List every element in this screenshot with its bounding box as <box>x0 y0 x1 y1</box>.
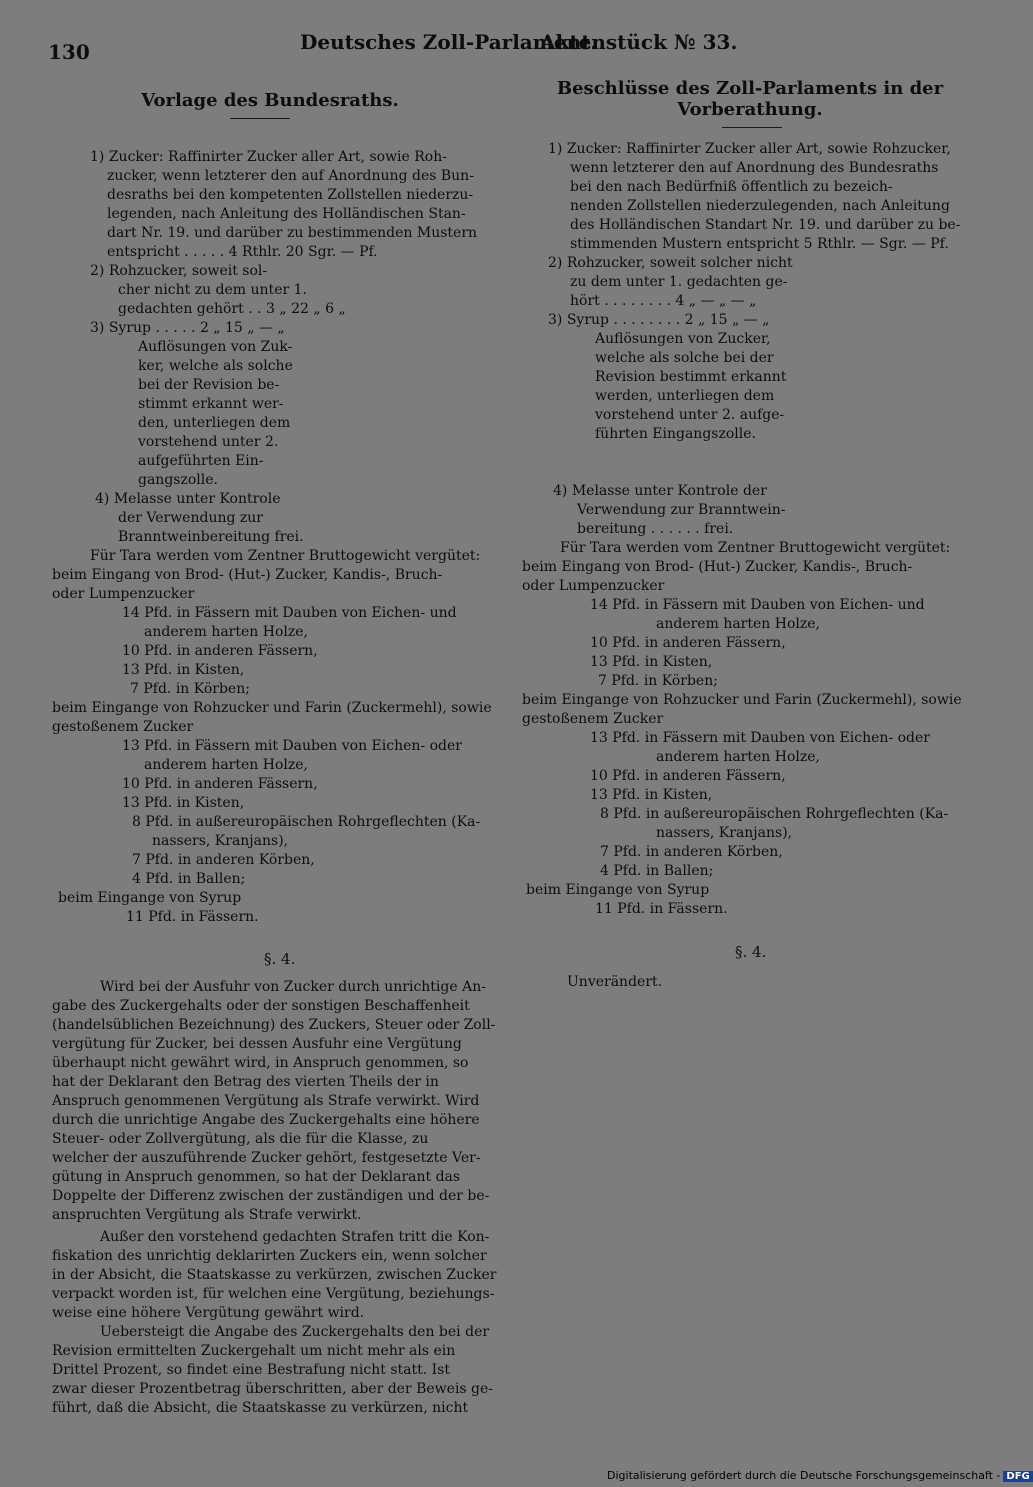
right-column-line: 13 Pfd. in Kisten, <box>590 654 713 670</box>
right-column-line: 11 Pfd. in Fässern. <box>595 901 728 917</box>
left-body-line: verpackt worden ist, für welchen eine Vergütung, beziehungs- <box>52 1286 495 1302</box>
left-column-line: bei der Revision be- <box>138 377 280 393</box>
right-column-line: anderem harten Holze, <box>656 749 820 765</box>
right-column-line: wenn letzterer den auf Anordnung des Bundesraths <box>570 160 939 176</box>
left-body-line: Steuer- oder Zollvergütung, als die für die Klasse, zu <box>52 1131 429 1147</box>
right-column-line: vorstehend unter 2. aufge- <box>595 407 785 423</box>
left-body-line: anspruchten Vergütung als Strafe verwirkt. <box>52 1207 362 1223</box>
left-body-line: (handelsüblichen Bezeichnung) des Zuckers, Steuer oder Zoll- <box>52 1017 496 1033</box>
left-column-line: den, unterliegen dem <box>138 415 291 431</box>
left-column-line: nassers, Kranjans), <box>152 833 289 849</box>
right-column-line: oder Lumpenzucker <box>522 578 665 594</box>
right-column-line: 13 Pfd. in Kisten, <box>590 787 713 803</box>
left-column-line: zucker, wenn letzterer den auf Anordnung des Bun- <box>107 168 474 184</box>
left-column-line: Auflösungen von Zuk- <box>138 339 293 355</box>
right-column-line: führten Eingangszolle. <box>595 426 756 442</box>
left-column-line: 10 Pfd. in anderen Fässern, <box>122 643 318 659</box>
left-column-line: vorstehend unter 2. <box>138 434 279 450</box>
right-column-line: 2) Rohzucker, soweit solcher nicht <box>548 255 793 271</box>
right-column-line: nenden Zollstellen niederzulegenden, nach Anleitung <box>570 198 950 214</box>
left-column-line: dart Nr. 19. und darüber zu bestimmenden Mustern <box>107 225 478 241</box>
right-column-line: hört . . . . . . . . 4 „ — „ — „ <box>570 293 757 309</box>
left-body-line: welcher der auszuführende Zucker gehört, festgesetzte Ver- <box>52 1150 481 1166</box>
left-column-line: 13 Pfd. in Fässern mit Dauben von Eichen- oder <box>122 738 462 754</box>
right-column-line: 7 Pfd. in Körben; <box>598 673 718 689</box>
left-body-line: gabe des Zuckergehalts oder der sonstigen Beschaffenheit <box>52 998 470 1014</box>
right-column-line: 3) Syrup . . . . . . . . 2 „ 15 „ — „ <box>548 312 770 328</box>
left-body-line: Drittel Prozent, so findet eine Bestrafung nicht statt. Ist <box>52 1362 450 1378</box>
right-column-line: 4 Pfd. in Ballen; <box>600 863 714 879</box>
left-body-line: durch die unrichtige Angabe des Zuckergehalts eine höhere <box>52 1112 480 1128</box>
left-body-line: Außer den vorstehend gedachten Strafen tritt die Kon- <box>100 1229 490 1245</box>
left-column-line: entspricht . . . . . 4 Rthlr. 20 Sgr. — Pf. <box>107 244 378 260</box>
left-column-line: ker, welche als solche <box>138 358 293 374</box>
left-column-line: cher nicht zu dem unter 1. <box>118 282 307 298</box>
left-column-line: gangszolle. <box>138 472 218 488</box>
left-column-line: 11 Pfd. in Fässern. <box>126 909 259 925</box>
right-column-line: zu dem unter 1. gedachten ge- <box>570 274 788 290</box>
right-column-line: beim Eingang von Brod- (Hut-) Zucker, Kandis-, Bruch- <box>522 559 913 575</box>
left-column-line: anderem harten Holze, <box>144 624 308 640</box>
right-column-line: 8 Pfd. in außereuropäischen Rohrgeflechten (Ka- <box>600 806 949 822</box>
right-column-line: Für Tara werden vom Zentner Bruttogewicht vergütet: <box>560 540 951 556</box>
left-body-line: weise eine höhere Vergütung gewährt wird. <box>52 1305 365 1321</box>
left-body-line: gütung in Anspruch genommen, so hat der Deklarant das <box>52 1169 461 1185</box>
left-column-line: oder Lumpenzucker <box>52 586 195 602</box>
left-column-line: 4 Pfd. in Ballen; <box>132 871 246 887</box>
right-column-line: 7 Pfd. in anderen Körben, <box>600 844 783 860</box>
right-section-heading: §. 4. <box>735 943 767 961</box>
left-body-line: Doppelte der Differenz zwischen der zuständigen und der be- <box>52 1188 490 1204</box>
left-column-line: 4) Melasse unter Kontrole <box>95 491 281 507</box>
left-column-line: gedachten gehört . . 3 „ 22 „ 6 „ <box>118 301 346 317</box>
right-column-title-line2: Vorberathung. <box>677 99 823 120</box>
right-column-line: 10 Pfd. in anderen Fässern, <box>590 635 786 651</box>
left-column-line: Für Tara werden vom Zentner Bruttogewicht vergütet: <box>90 548 481 564</box>
left-column-line: 10 Pfd. in anderen Fässern, <box>122 776 318 792</box>
left-column-line: anderem harten Holze, <box>144 757 308 773</box>
left-body-line: Wird bei der Ausfuhr von Zucker durch unrichtige An- <box>100 979 486 995</box>
right-column-title-line1: Beschlüsse des Zoll-Parlaments in der <box>556 78 944 99</box>
left-body-line: Uebersteigt die Angabe des Zuckergehalts den bei der <box>100 1324 490 1340</box>
left-section-heading: §. 4. <box>264 950 296 968</box>
left-column-line: 8 Pfd. in außereuropäischen Rohrgeflechten (Ka- <box>132 814 481 830</box>
right-column-line: Verwendung zur Branntwein- <box>577 502 786 518</box>
left-column-line: 1) Zucker: Raffinirter Zucker aller Art, sowie Roh- <box>90 149 447 165</box>
left-column-line: 7 Pfd. in Körben; <box>130 681 250 697</box>
left-column-line: Branntweinbereitung frei. <box>118 529 304 545</box>
left-body-line: zwar dieser Prozentbetrag überschritten, aber der Beweis ge- <box>52 1381 494 1397</box>
left-body-line: Revision ermittelten Zuckergehalt um nicht mehr als ein <box>52 1343 456 1359</box>
left-column-line: stimmt erkannt wer- <box>138 396 284 412</box>
footer-credit <box>607 1469 1033 1482</box>
right-column-line: bei den nach Bedürfniß öffentlich zu bezeich- <box>570 179 893 195</box>
left-column-line: 13 Pfd. in Kisten, <box>122 662 245 678</box>
right-column-line: 13 Pfd. in Fässern mit Dauben von Eichen- oder <box>590 730 930 746</box>
right-column-line: Revision bestimmt erkannt <box>595 369 787 385</box>
dfg-logo: DFG <box>1003 1471 1032 1482</box>
running-title: Deutsches Zoll-Parlament. <box>300 30 598 54</box>
right-section-text: Unverändert. <box>567 974 663 990</box>
left-column-line: 14 Pfd. in Fässern mit Dauben von Eichen- und <box>122 605 457 621</box>
right-column-line: beim Eingange von Syrup <box>526 882 710 898</box>
left-column-line: aufgeführten Ein- <box>138 453 264 469</box>
right-column-line: gestoßenem Zucker <box>522 711 664 727</box>
left-column-title: Vorlage des Bundesraths. <box>141 90 399 111</box>
left-column-line: desraths bei den kompetenten Zollstellen niederzu- <box>107 187 474 203</box>
left-column-line: 7 Pfd. in anderen Körben, <box>132 852 315 868</box>
document-reference: Aktenstück № 33. <box>540 30 738 54</box>
right-column-line: 14 Pfd. in Fässern mit Dauben von Eichen- und <box>590 597 925 613</box>
left-column-line: 2) Rohzucker, soweit sol- <box>90 263 268 279</box>
right-column-line: beim Eingange von Rohzucker und Farin (Zuckermehl), sowie <box>522 692 962 708</box>
right-column-line: anderem harten Holze, <box>656 616 820 632</box>
left-column-line: beim Eingange von Rohzucker und Farin (Zuckermehl), sowie <box>52 700 492 716</box>
left-body-line: Anspruch genommenen Vergütung als Strafe verwirkt. Wird <box>52 1093 480 1109</box>
right-column-line: bereitung . . . . . . frei. <box>577 521 734 537</box>
left-column-line: der Verwendung zur <box>118 510 263 526</box>
left-column-line: beim Eingange von Syrup <box>58 890 242 906</box>
footer-credit-text: Digitalisierung gefördert durch die Deutsche Forschungsgemeinschaft - <box>607 1469 1001 1482</box>
left-body-line: führt, daß die Absicht, die Staatskasse zu verkürzen, nicht <box>52 1400 469 1416</box>
left-column-line: 3) Syrup . . . . . 2 „ 15 „ — „ <box>90 320 285 336</box>
right-column-line: nassers, Kranjans), <box>656 825 793 841</box>
page-number: 130 <box>48 40 90 64</box>
right-column-line: Auflösungen von Zucker, <box>595 331 771 347</box>
left-body-line: überhaupt nicht gewährt wird, in Anspruch genommen, so <box>52 1055 469 1071</box>
right-column-line: werden, unterliegen dem <box>595 388 775 404</box>
left-column-line: gestoßenem Zucker <box>52 719 194 735</box>
right-column-line: stimmenden Mustern entspricht 5 Rthlr. — Sgr. — Pf. <box>570 236 949 252</box>
right-column-line: 10 Pfd. in anderen Fässern, <box>590 768 786 784</box>
left-body-line: fiskation des unrichtig deklarirten Zuckers ein, wenn solcher <box>52 1248 487 1264</box>
right-column-line: 1) Zucker: Raffinirter Zucker aller Art, sowie Rohzucker, <box>548 141 951 157</box>
left-body-line: hat der Deklarant den Betrag des vierten Theils der in <box>52 1074 439 1090</box>
right-column-line: welche als solche bei der <box>595 350 774 366</box>
right-column-line: 4) Melasse unter Kontrole der <box>553 483 767 499</box>
left-column-line: beim Eingang von Brod- (Hut-) Zucker, Kandis-, Bruch- <box>52 567 443 583</box>
right-column-line: des Holländischen Standart Nr. 19. und darüber zu be- <box>570 217 961 233</box>
left-body-line: in der Absicht, die Staatskasse zu verkürzen, zwischen Zucker <box>52 1267 497 1283</box>
left-column-line: 13 Pfd. in Kisten, <box>122 795 245 811</box>
left-body-line: vergütung für Zucker, bei dessen Ausfuhr eine Vergütung <box>52 1036 462 1052</box>
left-column-line: legenden, nach Anleitung des Holländischen Stan- <box>107 206 466 222</box>
